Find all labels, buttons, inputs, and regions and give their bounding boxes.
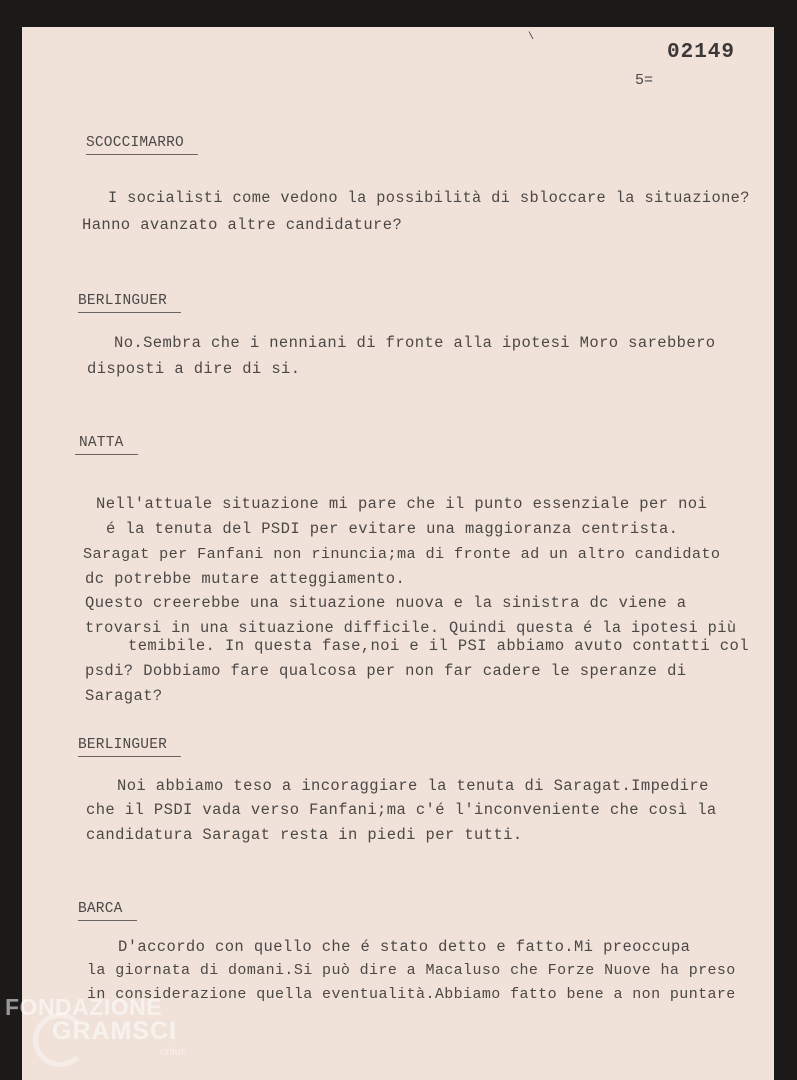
document-page [22,27,774,1080]
text-line: Saragat per Fanfani non rinuncia;ma di fronte ad un altro candidato [83,545,721,563]
text-line: Questo creerebbe una situazione nuova e la sinistra dc viene a [85,594,687,612]
text-line: é la tenuta del PSDI per evitare una maggioranza centrista. [106,520,679,538]
text-line: temibile. In questa fase,noi e il PSI abbiamo avuto contatti col [128,637,749,655]
text-line: la giornata di domani.Si può dire a Macaluso che Forze Nuove ha preso [87,962,736,979]
text-line: disposti a dire di si. [87,360,301,378]
watermark-line3: onlus [160,1046,187,1058]
document-number: 02149 [667,41,736,64]
text-line: Noi abbiamo teso a incoraggiare la tenuta di Saragat.Impedire [117,777,709,795]
corner-mark: \ [528,32,535,43]
text-line: Saragat? [85,687,163,705]
text-line: dc potrebbe mutare atteggiamento. [85,570,406,588]
text-line: che il PSDI vada verso Fanfani;ma c'é l'inconveniente che così la [86,801,717,819]
watermark-line2: GRAMSCI [52,1017,178,1045]
speaker-heading: SCOCCIMARRO [86,135,198,155]
page-number: 5= [635,72,654,89]
text-line: psdi? Dobbiamo fare qualcosa per non far cadere le speranze di [85,662,687,680]
text-line: Hanno avanzato altre candidature? [82,216,403,234]
text-line: D'accordo con quello che é stato detto e fatto.Mi preoccupa [118,938,691,956]
text-line: in considerazione quella eventualità.Abbiamo fatto bene a non puntare [87,986,736,1003]
text-line: No.Sembra che i nenniani di fronte alla ipotesi Moro sarebbero [114,334,716,352]
speaker-heading: BARCA [78,901,137,921]
speaker-heading: BERLINGUER [78,293,181,313]
text-line: candidatura Saragat resta in piedi per tutti. [86,826,523,844]
speaker-heading: NATTA [75,435,138,455]
watermark-line1: FONDAZIONE [5,994,163,1020]
text-line: Nell'attuale situazione mi pare che il punto essenziale per noi [96,495,708,513]
text-line: I socialisti come vedono la possibilità di sbloccare la situazione? [108,189,750,207]
speaker-heading: BERLINGUER [78,737,181,757]
text-line: trovarsi in una situazione difficile. Quindi questa é la ipotesi più [85,619,737,637]
